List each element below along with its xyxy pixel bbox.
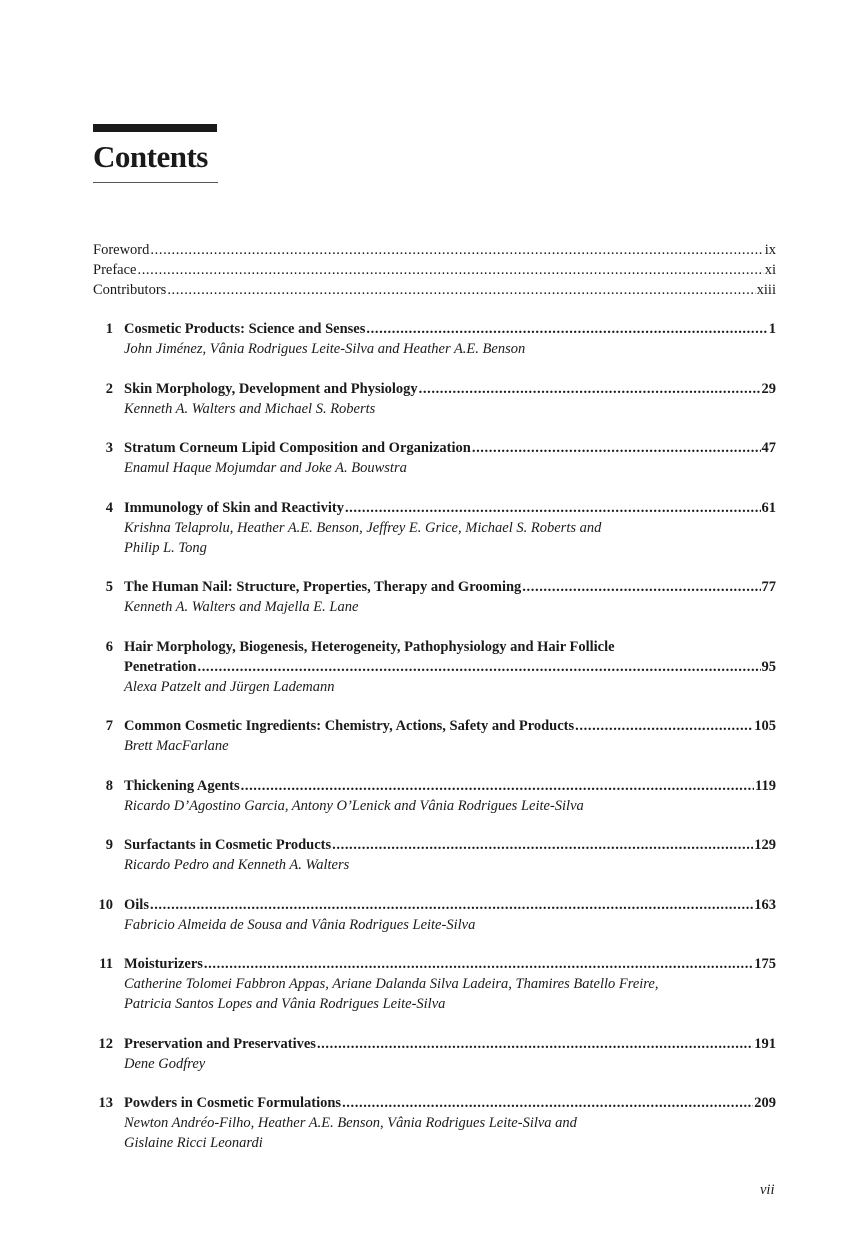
chapter-authors: Philip L. Tong [124,539,207,556]
dot-leader [241,776,754,796]
chapter-entry[interactable] [93,895,776,935]
dot-leader [472,438,761,458]
entry-page: xiii [756,282,776,298]
chapter-authors: Krishna Telaprolu, Heather A.E. Benson, Jeffrey E. Grice, Michael S. Roberts and [124,519,602,536]
chapter-number: 11 [99,956,113,972]
chapter-entry[interactable] [93,498,776,558]
chapter-entry[interactable] [93,637,776,697]
chapter-entry[interactable] [93,716,776,756]
chapter-number: 7 [105,718,113,734]
front-matter-entry[interactable] [93,280,776,300]
chapter-number: 8 [105,777,113,794]
dot-leader [366,319,767,339]
chapter-number: 13 [98,1095,113,1111]
chapter-page: 191 [754,1035,776,1052]
dot-leader [137,260,763,280]
title-rule [93,182,218,183]
chapter-authors: Gislaine Ricci Leonardi [124,1135,263,1151]
dot-leader [342,1093,753,1113]
chapter-page: 129 [754,837,776,853]
front-matter-entry[interactable] [93,260,776,280]
chapter-title: Surfactants in Cosmetic Products [124,837,332,853]
chapter-title-line: Hair Morphology, Biogenesis, Heterogeneity, Pathophysiology and Hair Follicle [124,638,615,655]
chapter-number: 12 [98,1035,113,1052]
chapter-entry[interactable] [93,954,776,1014]
chapter-page: 175 [754,956,776,972]
dot-leader [150,895,753,915]
chapter-entry[interactable] [93,1034,776,1074]
chapter-entry[interactable] [93,1093,776,1153]
chapter-authors: Dene Godfrey [124,1055,206,1072]
chapter-authors: Fabricio Almeida de Sousa and Vânia Rodrigues Leite-Silva [124,916,476,933]
chapter-page: 29 [761,380,776,397]
chapter-authors: Kenneth A. Walters and Majella E. Lane [124,599,359,615]
chapter-title: Stratum Corneum Lipid Composition and Organization [124,440,471,456]
chapter-title: Thickening Agents [124,777,240,794]
dot-leader [317,1034,753,1054]
chapter-authors: Alexa Patzelt and Jürgen Lademann [124,678,335,695]
dot-leader [345,498,761,518]
chapter-page: 95 [761,658,776,675]
chapter-number: 9 [105,837,113,853]
chapter-entry[interactable] [93,438,776,478]
chapter-title: Powders in Cosmetic Formulations [124,1095,342,1111]
dot-leader [197,657,760,677]
chapter-title: Penetration [124,658,197,675]
chapter-entry[interactable] [93,319,776,359]
chapter-page: 163 [754,896,776,913]
chapter-page: 77 [761,579,776,595]
entry-page: ix [764,242,776,258]
chapter-authors: Kenneth A. Walters and Michael S. Roberts [124,400,376,417]
chapter-authors: Ricardo D’Agostino Garcia, Antony O’Lenick and Vânia Rodrigues Leite-Silva [124,797,584,814]
dot-leader [204,954,753,974]
dot-leader [167,280,755,300]
chapter-title: Skin Morphology, Development and Physiology [124,380,418,397]
chapter-authors: Brett MacFarlane [124,738,229,754]
chapter-page: 61 [761,499,776,516]
chapter-title: Cosmetic Products: Science and Senses [124,321,366,337]
chapter-entry[interactable] [93,835,776,875]
chapter-page: 47 [761,440,776,456]
entry-title: Foreword [93,242,150,258]
chapter-number: 1 [105,321,113,337]
chapter-page: 105 [754,718,776,734]
chapter-entry[interactable] [93,577,776,617]
entry-title: Preface [93,262,137,278]
chapter-authors: Enamul Haque Mojumdar and Joke A. Bouwstra [124,460,407,476]
chapter-title: Moisturizers [124,956,203,972]
front-matter-list [93,240,776,300]
chapter-number: 4 [105,499,113,516]
front-matter-entry[interactable] [93,240,776,260]
chapter-page: 209 [754,1095,776,1111]
chapter-list [93,319,776,1173]
chapter-number: 10 [98,896,113,913]
page-number: vii [760,1182,775,1198]
chapter-page: 1 [768,321,776,337]
entry-title: Contributors [93,282,167,298]
dot-leader [575,716,753,736]
chapter-title: Common Cosmetic Ingredients: Chemistry, Actions, Safety and Products [124,718,575,734]
chapter-authors: Newton Andréo-Filho, Heather A.E. Benson, Vânia Rodrigues Leite-Silva and [124,1115,577,1131]
page-title: Contents [93,139,208,174]
chapter-title: Preservation and Preservatives [124,1035,316,1052]
dot-leader [522,577,760,597]
chapter-number: 3 [105,440,113,456]
chapter-authors: Patricia Santos Lopes and Vânia Rodrigues Leite-Silva [124,996,446,1012]
entry-page: xi [764,262,776,278]
chapter-title: Oils [124,896,149,913]
chapter-title: Immunology of Skin and Reactivity [124,499,344,516]
chapter-page: 119 [755,777,776,794]
chapter-authors: Catherine Tolomei Fabbron Appas, Ariane Dalanda Silva Ladeira, Thamires Batello Freire, [124,976,659,992]
chapter-authors: John Jiménez, Vânia Rodrigues Leite-Silva and Heather A.E. Benson [124,341,526,357]
chapter-number: 2 [105,380,113,397]
dot-leader [419,379,761,399]
chapter-entry[interactable] [93,776,776,816]
chapter-authors: Ricardo Pedro and Kenneth A. Walters [124,857,350,873]
dot-leader [332,835,753,855]
dot-leader [150,240,763,260]
title-bar [93,124,217,132]
chapter-number: 5 [105,579,113,595]
chapter-entry[interactable] [93,379,776,419]
chapter-number: 6 [105,638,113,655]
chapter-title: The Human Nail: Structure, Properties, Therapy and Grooming [124,579,522,595]
